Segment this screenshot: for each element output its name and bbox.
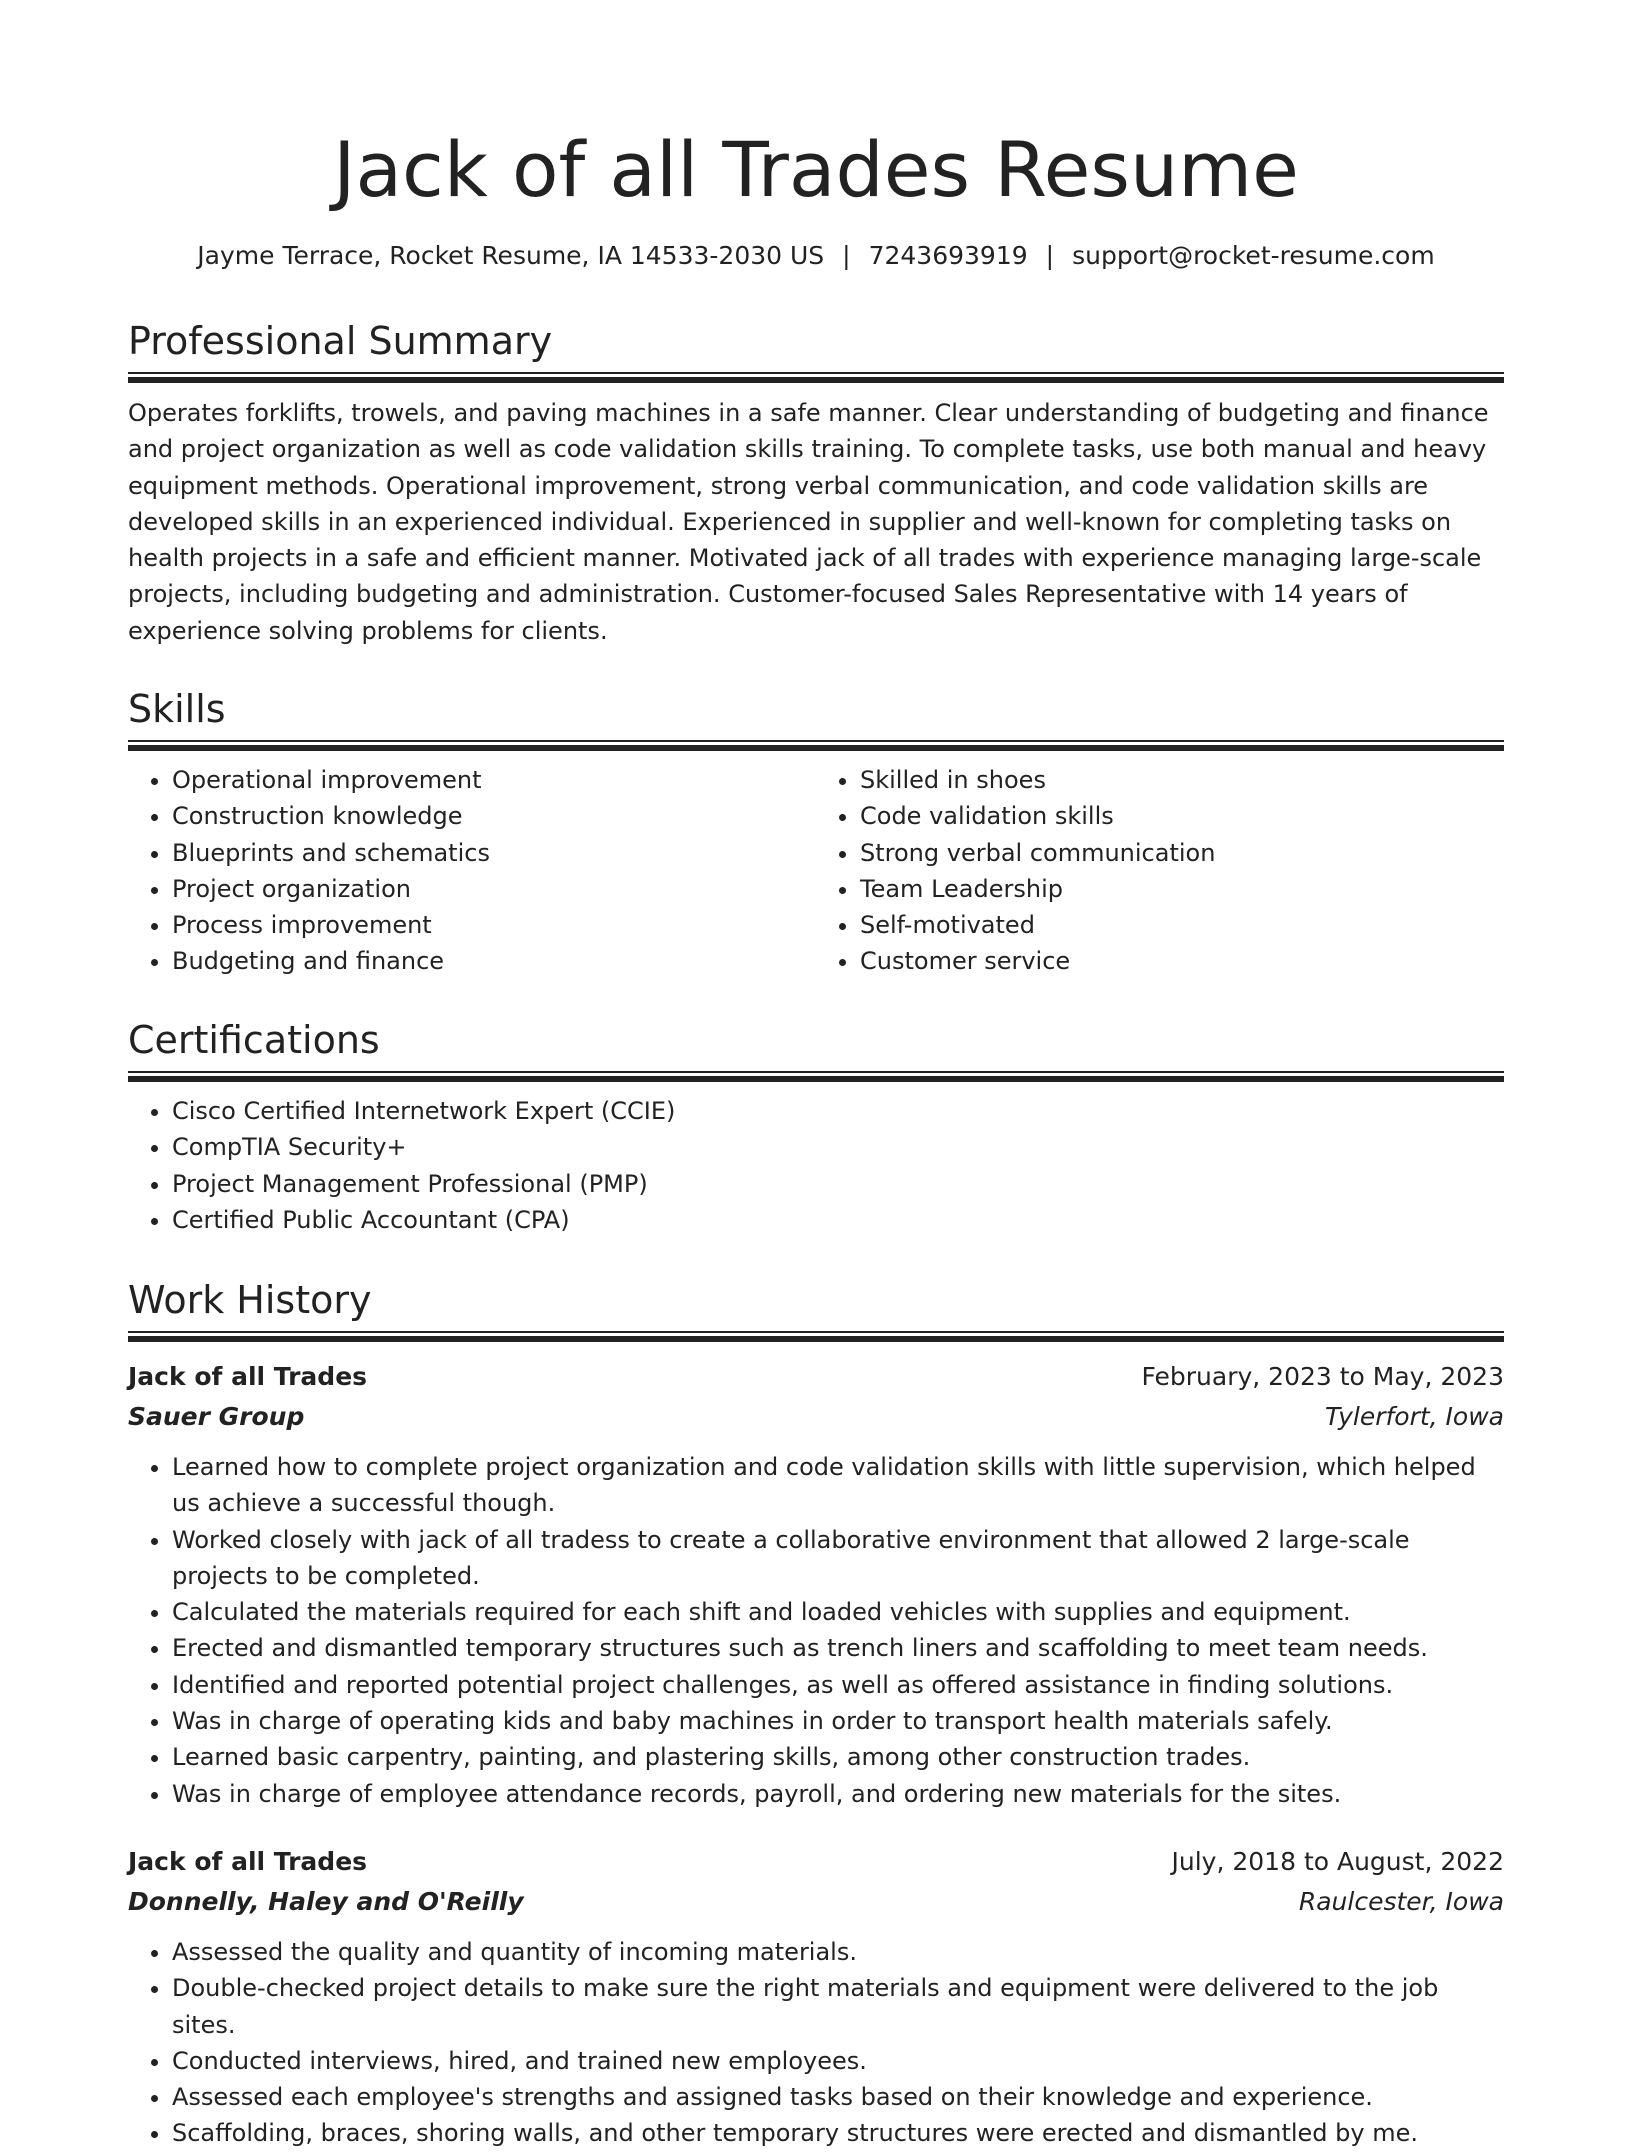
job-bullet: • Identified and reported potential project challenges, as well as offered assistance in finding solutions.	[172, 1667, 1504, 1703]
section-divider	[128, 1071, 1504, 1081]
certification-item: • Cisco Certified Internetwork Expert (CCIE)	[172, 1093, 1504, 1129]
skill-item: • Self-motivated	[860, 907, 1504, 943]
job-entry	[128, 1357, 1504, 1812]
certifications-list	[128, 1093, 1504, 1238]
skill-item: • Budgeting and finance	[172, 943, 816, 979]
job-bullet: • Assessed each employee's strengths and assigned tasks based on their knowledge and experience.	[172, 2079, 1504, 2115]
section-divider	[128, 1331, 1504, 1341]
job-bullet: • Double-checked project details to make sure the right materials and equipment were delivered to the job sites.	[172, 1970, 1504, 2043]
job-company: Sauer Group	[128, 1402, 305, 1431]
certification-item: • Certified Public Accountant (CPA)	[172, 1202, 1504, 1238]
skill-item: • Project organization	[172, 871, 816, 907]
job-location: Tylerfort, Iowa	[1324, 1402, 1504, 1431]
job-bullet: • Was in charge of operating kids and baby machines in order to transport health materials safely.	[172, 1703, 1504, 1739]
job-bullet: • Conducted interviews, hired, and trained new employees.	[172, 2043, 1504, 2079]
skills-section	[128, 684, 1504, 980]
skill-item: • Operational improvement	[172, 762, 816, 798]
job-location: Raulcester, Iowa	[1298, 1886, 1504, 1916]
contact-phone: 7243693919	[868, 241, 1028, 270]
certifications-heading: Certifications	[128, 1018, 380, 1062]
resume-title: Jack of all Trades Resume	[333, 125, 1299, 214]
job-bullets	[128, 1449, 1504, 1812]
contact-address: Jayme Terrace, Rocket Resume, IA 14533-2030 US	[197, 241, 825, 270]
job-entry	[128, 1842, 1504, 2152]
work-history-section	[128, 1275, 1504, 2152]
job-bullet: • Worked closely with jack of all tradess to create a collaborative environment that allowed 2 large-scale projects to be completed.	[172, 1522, 1504, 1595]
job-title-row	[128, 1357, 1504, 1397]
skill-item: • Process improvement	[172, 907, 816, 943]
job-bullet: • Was in charge of employee attendance records, payroll, and ordering new materials for the sites.	[172, 1776, 1504, 1812]
job-dates: February, 2023 to May, 2023	[1141, 1362, 1504, 1391]
section-divider	[128, 740, 1504, 750]
job-bullet: • Erected and dismantled temporary structures such as trench liners and scaffolding to meet team needs.	[172, 1630, 1504, 1666]
skill-item: • Strong verbal communication	[860, 835, 1504, 871]
job-title-row	[128, 1842, 1504, 1882]
job-title: Jack of all Trades	[128, 1362, 368, 1391]
section-divider	[128, 372, 1504, 382]
summary-section	[128, 316, 1504, 649]
job-bullet: • Calculated the materials required for each shift and loaded vehicles with supplies and equipment.	[172, 1594, 1504, 1630]
skill-item: • Construction knowledge	[172, 798, 816, 834]
skills-grid	[128, 762, 1504, 980]
job-bullets	[128, 1934, 1504, 2152]
job-title: Jack of all Trades	[128, 1846, 368, 1876]
certification-item: • Project Management Professional (PMP)	[172, 1166, 1504, 1202]
skill-item: • Customer service	[860, 943, 1504, 979]
job-company: Donnelly, Haley and O'Reilly	[128, 1886, 524, 1916]
contact-separator: |	[842, 241, 851, 270]
skills-list-left	[128, 762, 816, 980]
skill-item: • Skilled in shoes	[860, 762, 1504, 798]
certification-item: • CompTIA Security+	[172, 1129, 1504, 1165]
summary-text: Operates forklifts, trowels, and paving machines in a safe manner. Clear understanding of budgeting and finance and project organization as well as code validation skills training. To complete tasks, use both manual and heavy equipment methods. Operational improvement, strong verbal communication, and code validation skills are developed skills in an experienced individual. Experienced in supplier and well-known for completing tasks on health projects in a safe and efficient manner. Motivated jack of all trades with experience managing large-scale projects, including budgeting and administration. Customer-focused Sales Representative with 14 years of experience solving problems for clients.	[128, 399, 1489, 645]
job-bullet: • Assessed the quality and quantity of incoming materials.	[172, 1934, 1504, 1970]
contact-separator: |	[1045, 241, 1055, 270]
contact-email[interactable]: support@rocket-resume.com	[1072, 241, 1435, 270]
work-history-heading: Work History	[128, 1278, 372, 1322]
job-company-row	[128, 1882, 1504, 1922]
skills-heading: Skills	[128, 687, 226, 731]
job-bullet: • Scaffolding, braces, shoring walls, and other temporary structures were erected and dismantled by me.	[172, 2115, 1504, 2151]
job-bullet: • Learned how to complete project organization and code validation skills with little supervision, which helped us achieve a successful though.	[172, 1449, 1504, 1522]
skills-list-right	[816, 762, 1504, 980]
summary-heading: Professional Summary	[128, 319, 553, 363]
skill-item: • Code validation skills	[860, 798, 1504, 834]
job-bullet: • Learned basic carpentry, painting, and plastering skills, among other construction trades.	[172, 1739, 1504, 1775]
skill-item: • Team Leadership	[860, 871, 1504, 907]
contact-line	[128, 238, 1504, 274]
certifications-section	[128, 1015, 1504, 1238]
job-company-row	[128, 1397, 1504, 1437]
job-dates: July, 2018 to August, 2022	[1171, 1846, 1504, 1876]
skill-item: • Blueprints and schematics	[172, 835, 816, 871]
